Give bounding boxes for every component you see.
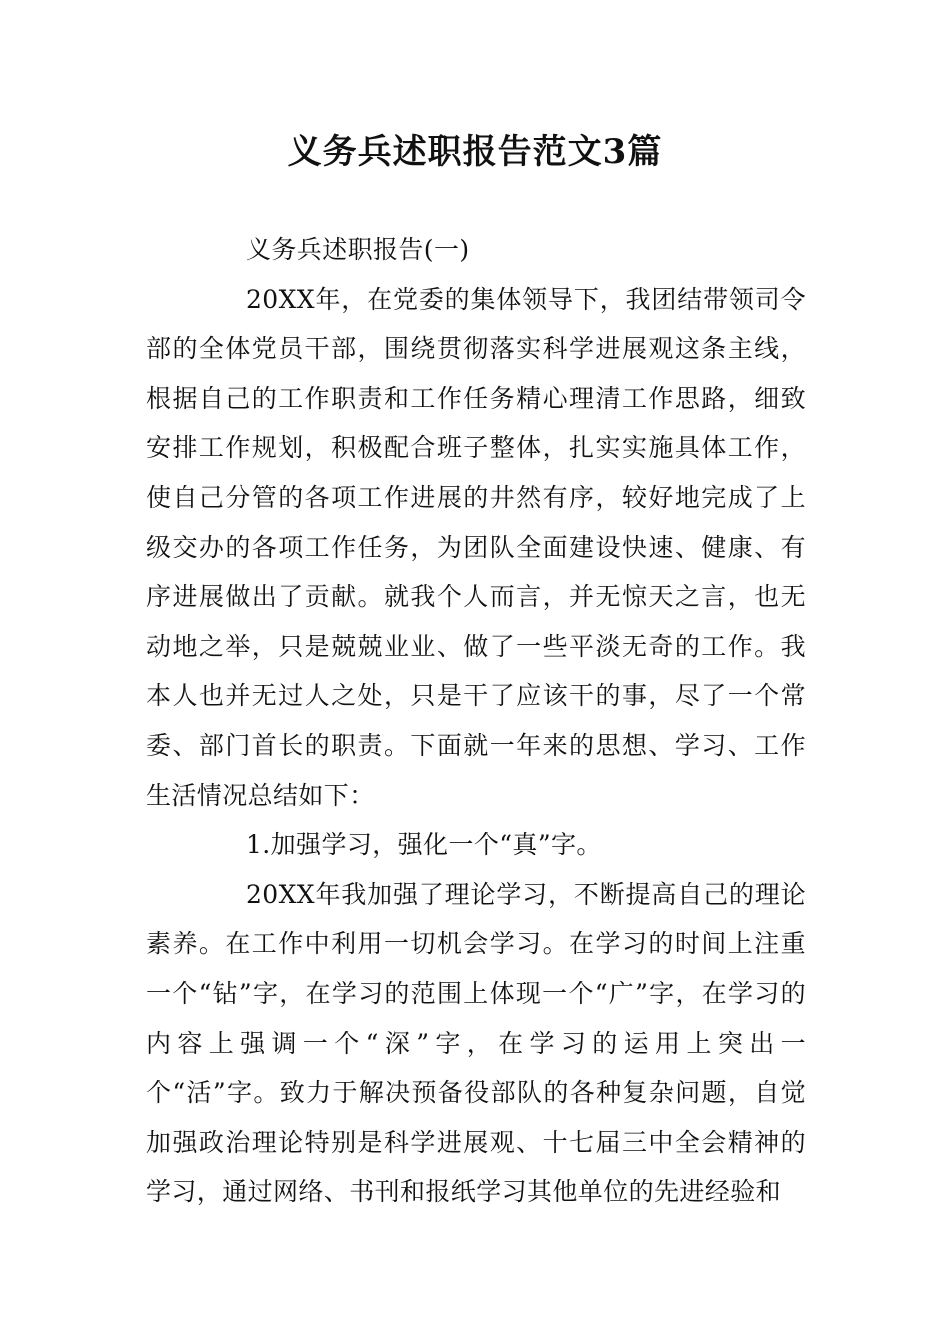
document-title: 义务兵述职报告范文3篇 xyxy=(287,132,663,172)
document-body xyxy=(146,225,806,1217)
section-heading: 义务兵述职报告(一) xyxy=(246,235,470,264)
body-paragraph: 20XX年，在党委的集体领导下，我团结带领司令部的全体党员干部，围绕贯彻落实科学进展观这条主线，根据自己的工作职责和工作任务精心理清工作思路，细致安排工作规划，积极配合班子整体，扎实实施具体工作，使自己分管的各项工作进展的井然有序，较好地完成了上级交办的各项工作任务，为团队全面建设快速、健康、有序进展做出了贡献。就我个人而言，并无惊天之言，也无动地之举，只是兢兢业业、做了一些平淡无奇的工作。我本人也并无过人之处，只是干了应该干的事，尽了一个常委、部门首长的职责。下面就一年来的思想、学习、工作生活情况总结如下： xyxy=(146,284,806,810)
body-paragraph: 20XX年我加强了理论学习，不断提高自己的理论素养。在工作中利用一切机会学习。在学习的时间上注重一个“钻”字，在学习的范围上体现一个“广”字，在学习的内容上强调一个“深”字，在学习的运用上突出一个“活”字。致力于解决预备役部队的各种复杂问题，自觉加强政治理论特别是科学进展观、十七届三中全会精神的学习，通过网络、书刊和报纸学习其他单位的先进经验和 xyxy=(146,879,806,1207)
numbered-heading: 1.加强学习，强化一个“真”字。 xyxy=(246,830,602,860)
